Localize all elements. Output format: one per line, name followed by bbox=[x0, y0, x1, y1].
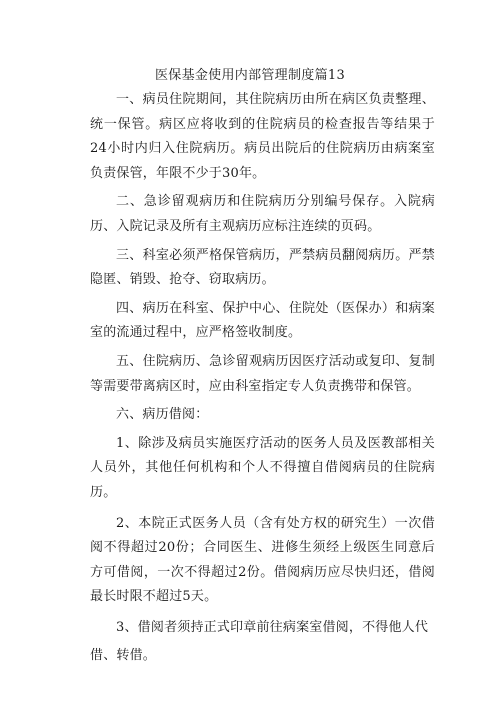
paragraph-2: 二、急诊留观病历和住院病历分别编号保存。入院病历、入院记录及所有主观病历应标注连续的页码。 bbox=[90, 194, 435, 234]
paragraph-8: 2、本院正式医务人员（含有处方权的研究生）一次借阅不得超过20份；合同医生、进修生须经上级医生同意后方可借阅，一次不得超过2份。借阅病历应尽快归还，借阅最长时限不超过5天。 bbox=[90, 515, 435, 605]
document-body bbox=[90, 88, 435, 673]
paragraph-7: 1、除涉及病员实施医疗活动的医务人员及医教部相关人员外，其他任何机构和个人不得擅自借阅病员的住院病历。 bbox=[90, 435, 435, 500]
paragraph-1: 一、病员住院期间，其住院病历由所在病区负责整理、统一保管。病区应将收到的住院病员的检查报告等结果于24小时内归入住院病历。病员出院后的住院病历由病案室负责保管，年限不少于30年。 bbox=[90, 92, 435, 181]
paragraph-3: 三、科室必须严格保管病历，严禁病员翻阅病历。严禁隐匿、销毁、抢夺、窃取病历。 bbox=[90, 247, 435, 288]
paragraph-6: 六、病历借阅： bbox=[116, 407, 209, 423]
paragraph-9: 3、借阅者须持正式印章前往病案室借阅，不得他人代 bbox=[116, 619, 429, 635]
paragraph-10: 借、转借。 bbox=[90, 648, 157, 664]
paragraph-4: 四、病历在科室、保护中心、住院处（医保办）和病案室的流通过程中，应严格签收制度。 bbox=[90, 300, 435, 341]
paragraph-5: 五、住院病历、急诊留观病历因医疗活动或复印、复制等需要带离病区时，应由科室指定专人负责携带和保管。 bbox=[90, 353, 435, 394]
page-title: 医保基金使用内部管理制度篇13 bbox=[154, 68, 346, 83]
